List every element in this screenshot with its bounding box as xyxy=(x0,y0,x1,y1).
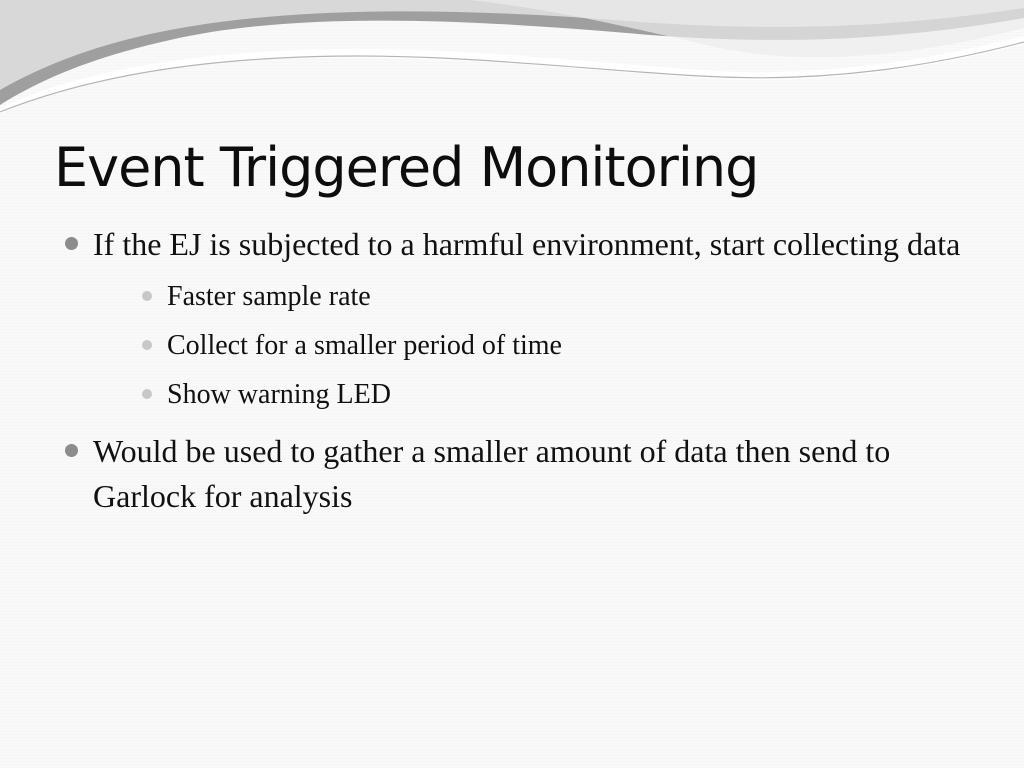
sub-bullet-text: Collect for a smaller period of time xyxy=(167,330,562,361)
sub-bullet-item xyxy=(93,370,980,419)
sub-bullet-dot-icon xyxy=(142,389,152,399)
sub-bullet-item xyxy=(93,321,980,370)
bullet-dot-icon xyxy=(65,237,78,250)
sub-bullet-dot-icon xyxy=(142,291,152,301)
sub-bullet-list xyxy=(93,272,980,419)
bullet-text: Would be used to gather a smaller amount of data then send to Garlock for analysis xyxy=(93,433,891,514)
header-swoosh-graphic xyxy=(0,0,1024,130)
swoosh-white-arc xyxy=(470,0,1024,57)
slide-title: Event Triggered Monitoring xyxy=(54,136,759,199)
bullet-item xyxy=(60,222,980,419)
sub-bullet-item xyxy=(93,272,980,321)
sub-bullet-dot-icon xyxy=(142,340,152,350)
bullet-text: If the EJ is subjected to a harmful environment, start collecting data xyxy=(93,226,961,262)
sub-bullet-text: Faster sample rate xyxy=(167,281,371,312)
bullet-item xyxy=(60,429,980,519)
sub-bullet-text: Show warning LED xyxy=(167,379,391,410)
bullet-dot-icon xyxy=(65,444,78,457)
bullet-list xyxy=(60,222,980,519)
